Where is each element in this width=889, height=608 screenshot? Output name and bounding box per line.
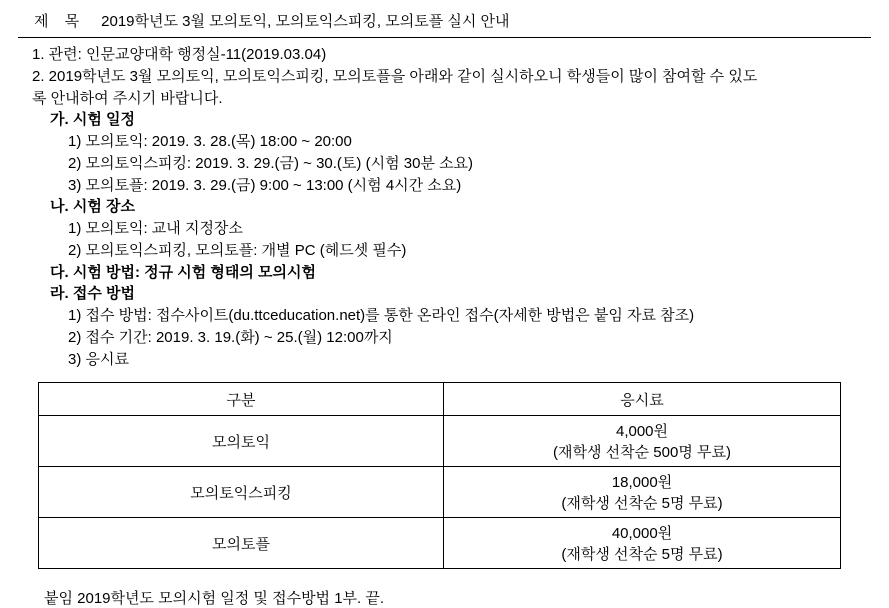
attachment-note: 붙임 2019학년도 모의시험 일정 및 접수방법 1부. 끝. <box>44 590 385 608</box>
cell-exam-fee <box>444 467 841 518</box>
document-title-row <box>18 10 871 31</box>
body-line: 가. 시험 일정 <box>50 111 135 129</box>
body-line: 1. 관련: 인문교양대학 행정실-11(2019.03.04) <box>32 46 327 63</box>
body-line: 3) 모의토플: 2019. 3. 29.(금) 9:00 ~ 13:00 (시험 4시간 소요) <box>68 176 462 194</box>
document-body <box>18 44 871 370</box>
fee-note: (재학생 선착순 500명 무료) <box>553 444 731 462</box>
body-line: 2) 모의토익스피킹, 모의토플: 개별 PC (헤드셋 필수) <box>68 241 407 259</box>
table-row <box>39 518 841 569</box>
cell-exam-fee <box>444 416 841 467</box>
cell-exam-name: 모의토익 <box>39 416 444 467</box>
title-label: 제 목 <box>34 13 86 30</box>
cell-exam-name: 모의토플 <box>39 518 444 569</box>
fee-note: (재학생 선착순 5명 무료) <box>561 495 723 513</box>
cell-exam-name: 모의토익스피킹 <box>39 467 444 518</box>
body-line: 1) 모의토익: 2019. 3. 28.(목) 18:00 ~ 20:00 <box>68 133 352 150</box>
fee-table-wrapper <box>18 382 871 569</box>
page-title: 2019학년도 3월 모의토익, 모의토익스피킹, 모의토플 실시 안내 <box>101 13 510 30</box>
fee-table <box>38 382 841 569</box>
table-row <box>39 467 841 518</box>
body-line: 다. 시험 방법: 정규 시험 형태의 모의시험 <box>50 263 317 281</box>
fee-amount: 18,000원 <box>611 474 673 492</box>
cell-exam-fee <box>444 518 841 569</box>
body-line: 2. 2019학년도 3월 모의토익, 모의토익스피킹, 모의토플을 아래와 같이 실시하오니 학생들이 많이 참여할 수 있도 <box>32 67 758 85</box>
body-line: 3) 응시료 <box>68 350 129 368</box>
fee-note: (재학생 선착순 5명 무료) <box>561 546 723 564</box>
body-line: 2) 모의토익스피킹: 2019. 3. 29.(금) ~ 30.(토) (시험 30분 소요) <box>68 154 474 172</box>
table-header-row <box>39 383 841 416</box>
table-row <box>39 416 841 467</box>
body-line: 라. 접수 방법 <box>50 285 135 303</box>
column-header-category: 구분 <box>39 383 444 416</box>
body-line: 2) 접수 기간: 2019. 3. 19.(화) ~ 25.(월) 12:00까지 <box>68 328 393 346</box>
body-line: 1) 모의토익: 교내 지정장소 <box>68 220 243 237</box>
body-line: 록 안내하여 주시기 바랍니다. <box>32 89 223 107</box>
body-line: 1) 접수 방법: 접수사이트(du.ttceducation.net)를 통한 온라인 접수(자세한 방법은 붙임 자료 참조) <box>68 307 695 324</box>
header-divider <box>18 37 871 38</box>
fee-amount: 4,000원 <box>615 423 669 441</box>
body-line: 나. 시험 장소 <box>50 198 135 216</box>
column-header-fee: 응시료 <box>444 383 841 416</box>
fee-amount: 40,000원 <box>611 525 673 543</box>
